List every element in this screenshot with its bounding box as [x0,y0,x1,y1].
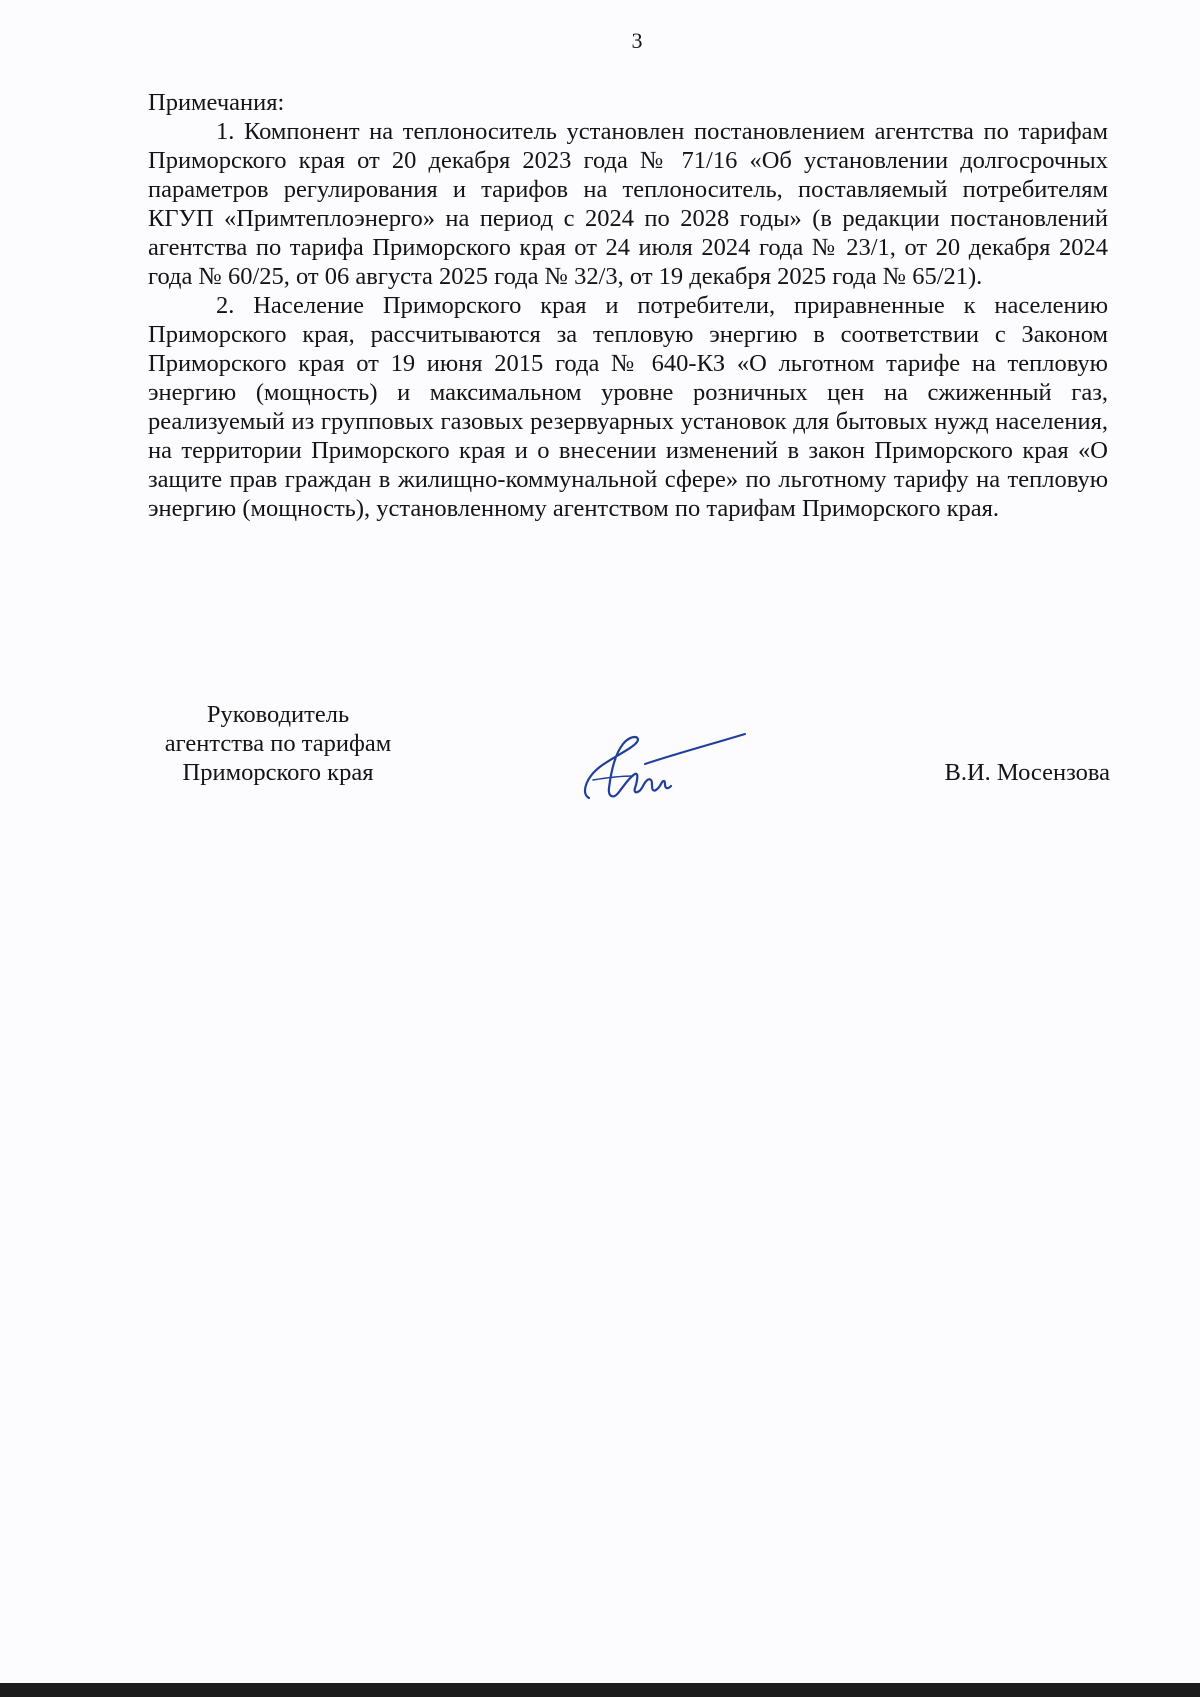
signer-title-line-1: Руководитель [206,701,350,728]
signer-title [128,700,428,787]
handwritten-signature [575,718,755,808]
signature-stroke-2 [645,734,745,764]
notes-heading: Примечания: [148,89,285,116]
signer-name: В.И. Мосензова [944,759,1110,786]
notes-section [148,88,1108,523]
page-number: 3 [631,28,643,53]
note-item-2: 2. Население Приморского края и потребители, приравненные к населению Приморского края, рассчитываются за тепловую энергию в соответствии с Законом Приморского края от 19 июня 2015 года № 640-КЗ «О льготном тарифе на тепловую энергию (мощность) и максимальном уровне розничных цен на сжиженный газ, реализуемый из групповых газовых резервуарных установок для бытовых нужд населения, на территории Приморского края и о внесении изменений в закон Приморского края «О защите прав граждан в жилищно-коммунальной сфере» по льготному тарифу на тепловую энергию (мощность), установленному агентством по тарифам Приморского края. [148,292,1108,522]
signer-title-line-2: агентства по тарифам [164,730,392,757]
scan-bottom-edge [0,1683,1200,1697]
note-item-1: 1. Компонент на теплоноситель установлен постановлением агентства по тарифам Приморского края от 20 декабря 2023 года № 71/16 «Об установлении долгосрочных параметров регулирования и тарифов на теплоноситель, поставляемый потребителям КГУП «Примтеплоэнерго» на период с 2024 по 2028 годы» (в редакции постановлений агентства по тарифа Приморского края от 24 июля 2024 года № 23/1, от 20 декабря 2024 года № 60/25, от 06 августа 2025 года № 32/3, от 19 декабря 2025 года № 65/21). [148,118,1108,290]
signer-title-line-3: Приморского края [182,759,374,786]
signature-block [0,700,1200,820]
signature-stroke-1 [585,737,671,798]
signature-stroke-3 [593,776,633,780]
